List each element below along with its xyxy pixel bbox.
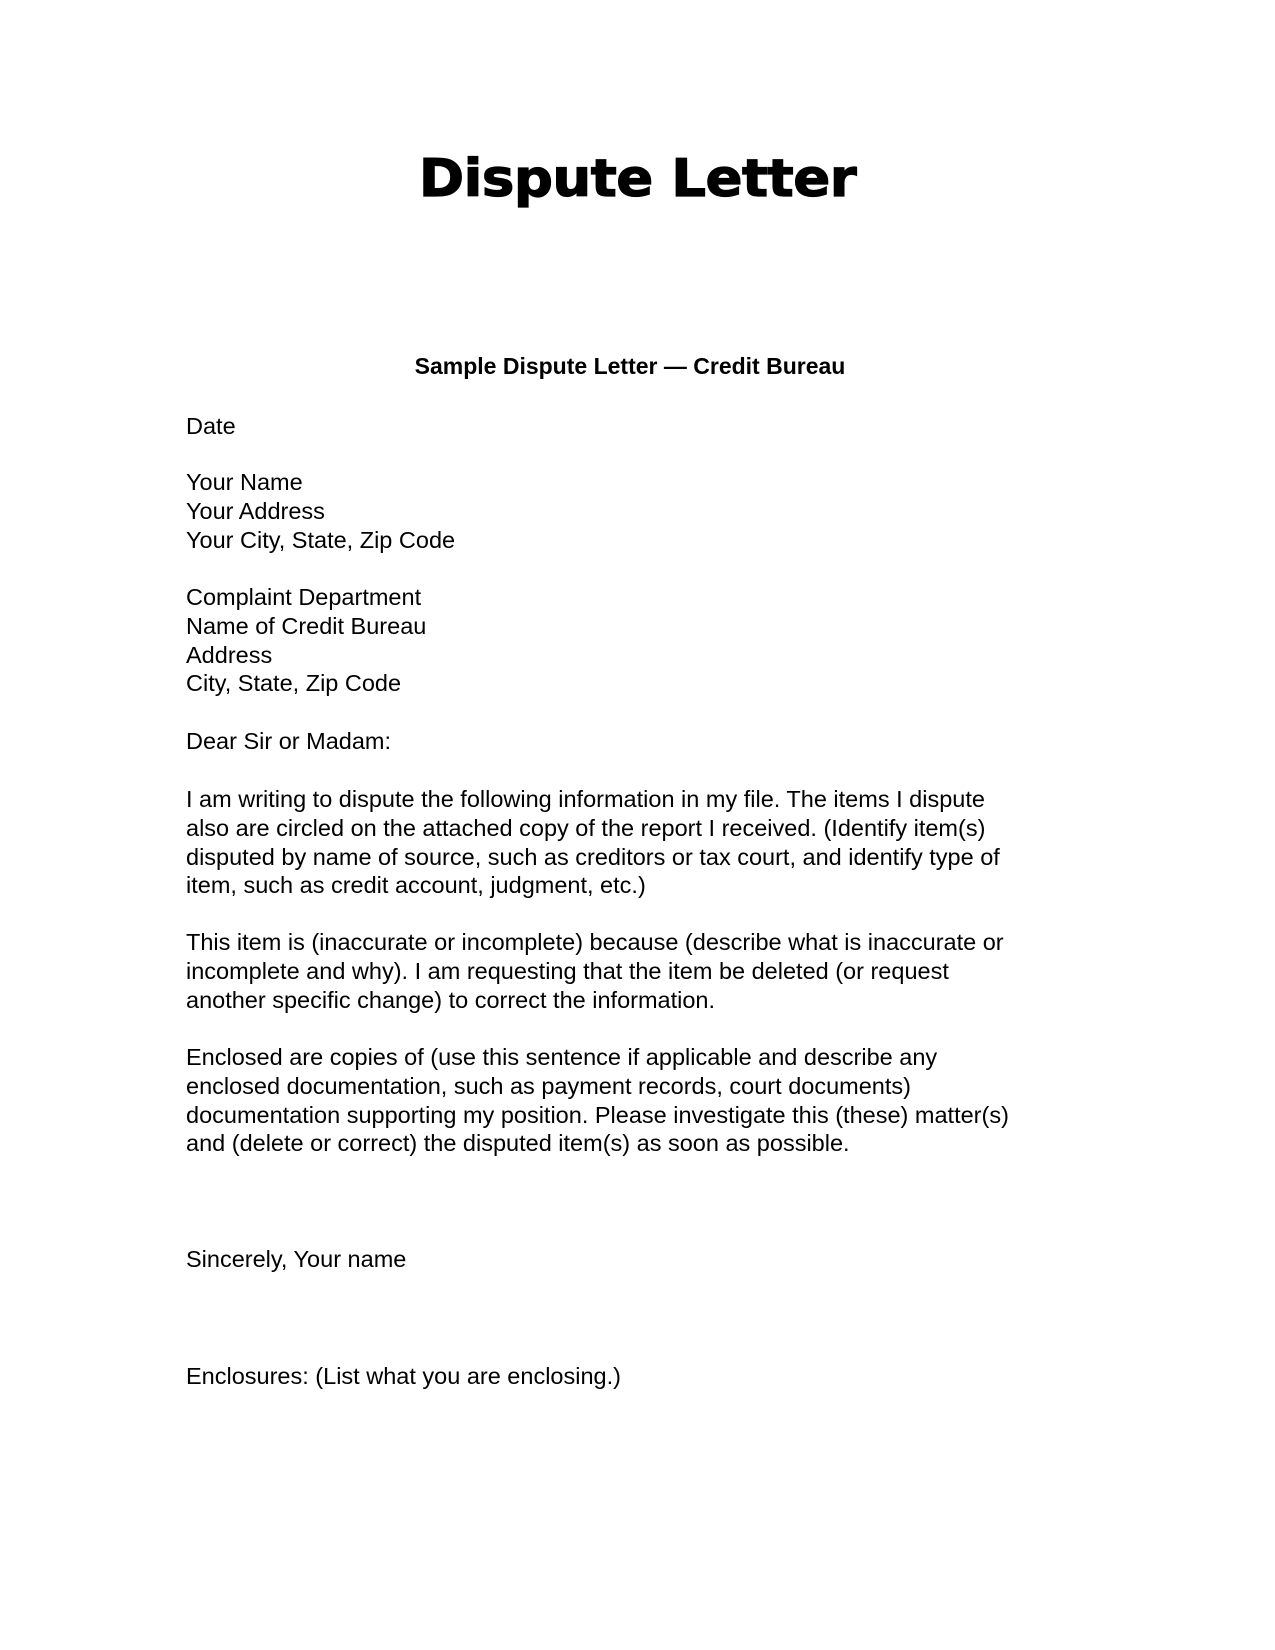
- date-line: [186, 412, 1086, 441]
- enclosures: [186, 1362, 1086, 1391]
- paragraph-enclosed-copies: [186, 1043, 1086, 1158]
- enclosures-text: Enclosures: (List what you are enclosing.): [186, 1363, 621, 1389]
- recipient-address: Address: [186, 641, 273, 668]
- paragraph-dispute-items: [186, 785, 1086, 900]
- sender-address: Your Address: [186, 497, 325, 524]
- paragraph-line: enclosed documentation, such as payment records, court documents): [186, 1072, 911, 1099]
- paragraph-line: disputed by name of source, such as creditors or tax court, and identify type of: [186, 843, 1000, 870]
- recipient-address-block: [186, 583, 1086, 698]
- paragraph-line: and (delete or correct) the disputed item(s) as soon as possible.: [186, 1130, 850, 1157]
- page-title: Dispute Letter: [418, 149, 857, 209]
- closing: [186, 1245, 1086, 1274]
- paragraph-line: another specific change) to correct the information.: [186, 986, 716, 1013]
- date-text: Date: [186, 413, 236, 439]
- sender-address-block: [186, 468, 1086, 554]
- recipient-department: Complaint Department: [186, 584, 422, 610]
- salutation-text: Dear Sir or Madam:: [186, 728, 392, 754]
- recipient-city-state-zip: City, State, Zip Code: [186, 670, 402, 697]
- paragraph-line: I am writing to dispute the following information in my file. The items I dispute: [186, 786, 985, 812]
- sender-name: Your Name: [186, 469, 303, 495]
- letter-subtitle: Sample Dispute Letter — Credit Bureau: [414, 353, 846, 379]
- paragraph-line: also are circled on the attached copy of the report I received. (Identify item(s): [186, 814, 986, 841]
- recipient-bureau-name: Name of Credit Bureau: [186, 612, 427, 639]
- sender-city-state-zip: Your City, State, Zip Code: [186, 526, 456, 553]
- paragraph-line: documentation supporting my position. Please investigate this (these) matter(s): [186, 1101, 1009, 1128]
- paragraph-line: This item is (inaccurate or incomplete) because (describe what is inaccurate or: [186, 929, 1004, 955]
- closing-text: Sincerely, Your name: [186, 1246, 407, 1272]
- paragraph-line: item, such as credit account, judgment, etc.): [186, 872, 646, 899]
- paragraph-line: incomplete and why). I am requesting that the item be deleted (or request: [186, 957, 949, 984]
- salutation: [186, 727, 1086, 756]
- paragraph-reason: [186, 928, 1086, 1014]
- paragraph-line: Enclosed are copies of (use this sentence if applicable and describe any: [186, 1044, 938, 1070]
